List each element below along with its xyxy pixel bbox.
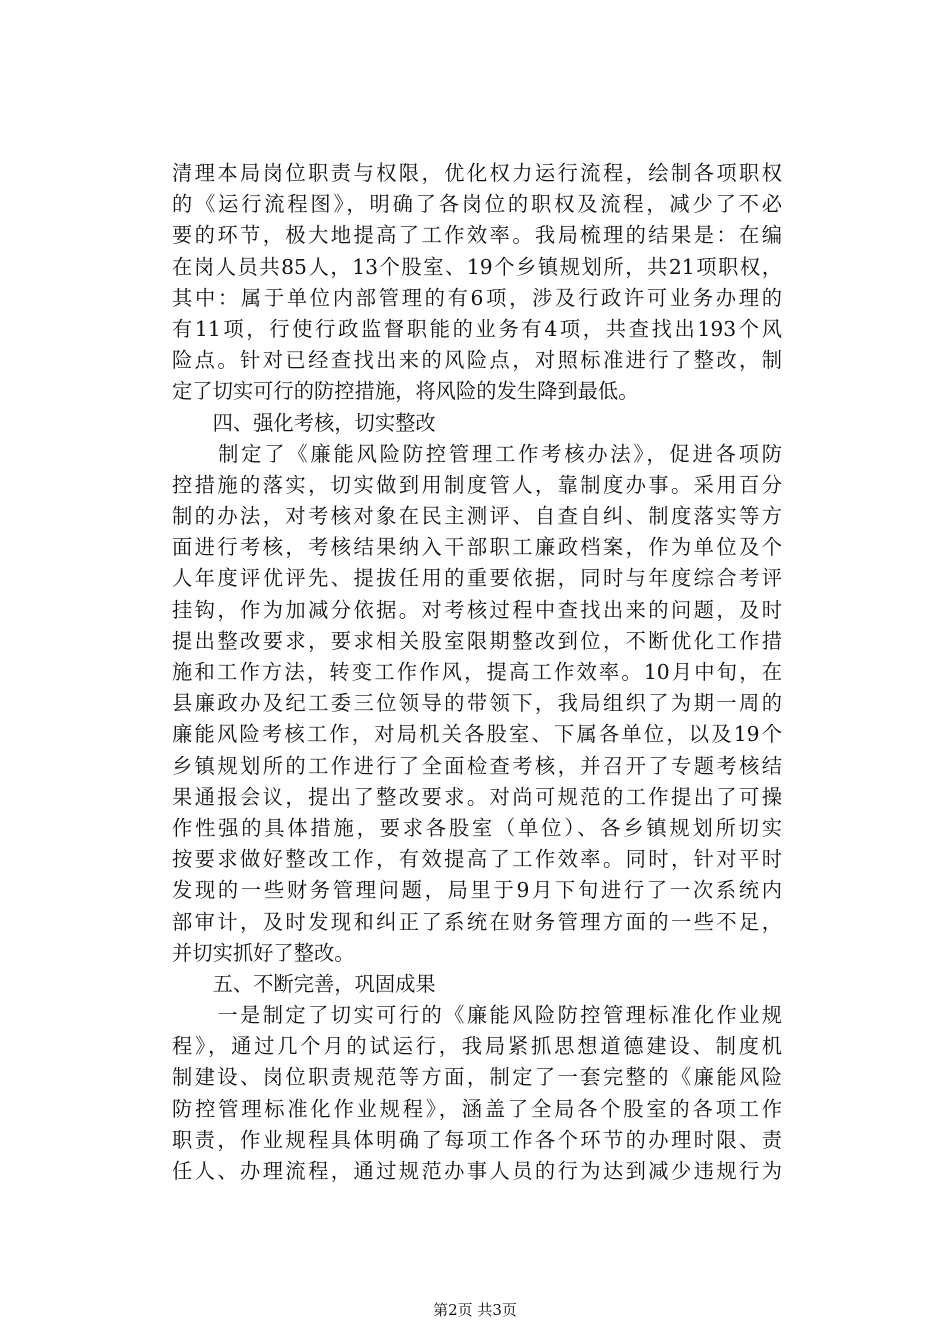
text-line: 制的办法，对考核对象在民主测评、自查自纠、制度落实等方: [172, 504, 782, 529]
text-line: 按要求做好整改工作，有效提高了工作效率。同时，针对平时: [172, 847, 782, 872]
text-line: 在岗人员共85人，13个股室、19个乡镇规划所，共21项职权，: [172, 254, 782, 279]
section-heading: 五、不断完善，巩固成果: [172, 971, 436, 996]
text-line: 其中：属于单位内部管理的有6项，涉及行政许可业务办理的: [172, 285, 782, 310]
text-line: 防控管理标准化作业规程》，涵盖了全局各个股室的各项工作: [172, 1096, 782, 1121]
text-line: 的《运行流程图》，明确了各岗位的职权及流程，减少了不必: [172, 192, 782, 217]
text-line: 廉能风险考核工作，对局机关各股室、下属各单位，以及19个: [172, 722, 782, 747]
text-line: 有11项，行使行政监督职能的业务有4项，共查找出193个风: [172, 316, 782, 341]
page-footer: 第2页 共3页: [433, 1301, 517, 1319]
text-line: 要的环节，极大地提高了工作效率。我局梳理的结果是：在编: [172, 223, 782, 248]
text-line: 清理本局岗位职责与权限，优化权力运行流程，绘制各项职权: [172, 161, 782, 185]
text-line: 挂钩，作为加减分依据。对考核过程中查找出来的问题，及时: [172, 597, 782, 622]
section-heading: 四、强化考核，切实整改: [172, 410, 436, 435]
text-line: 县廉政办及纪工委三位领导的带领下，我局组织了为期一周的: [172, 691, 782, 716]
text-line: 施和工作方法，转变工作作风，提高工作效率。10月中旬，在: [172, 660, 782, 684]
text-line: 面进行考核，考核结果纳入干部职工廉政档案，作为单位及个: [172, 535, 782, 560]
text-line: 险点。针对已经查找出来的风险点，对照标准进行了整改，制: [172, 348, 782, 373]
paragraph-last-line: 并切实抓好了整改。: [172, 940, 355, 965]
text-line: 部审计，及时发现和纠正了系统在财务管理方面的一些不足，: [172, 909, 782, 934]
text-line: 控措施的落实，切实做到用制度管人，靠制度办事。采用百分: [172, 472, 782, 497]
text-line: 职责，作业规程具体明确了每项工作各个环节的办理时限、责: [172, 1127, 782, 1152]
document-body: [172, 158, 782, 1187]
text-line: 作性强的具体措施，要求各股室（单位）、各乡镇规划所切实: [172, 815, 782, 840]
text-line: 制定了《廉能风险防控管理工作考核办法》，促进各项防: [172, 441, 782, 466]
text-line: 提出整改要求，要求相关股室限期整改到位，不断优化工作措: [172, 628, 782, 653]
text-line: 发现的一些财务管理问题，局里于9月下旬进行了一次系统内: [172, 878, 782, 903]
text-line: 程》，通过几个月的试运行，我局紧抓思想道德建设、制度机: [172, 1034, 782, 1059]
text-line: 乡镇规划所的工作进行了全面检查考核，并召开了专题考核结: [172, 753, 782, 778]
text-line: 制建设、岗位职责规范等方面，制定了一套完整的《廉能风险: [172, 1065, 782, 1090]
paragraph-last-line: 定了切实可行的防控措施，将风险的发生降到最低。: [172, 379, 639, 404]
text-line: 一是制定了切实可行的《廉能风险防控管理标准化作业规: [172, 1003, 782, 1028]
text-line: 任人、办理流程，通过规范办事人员的行为达到减少违规行为: [172, 1159, 782, 1183]
text-line: 人年度评优评先、提拔任用的重要依据，同时与年度综合考评: [172, 566, 782, 591]
text-line: 果通报会议，提出了整改要求。对尚可规范的工作提出了可操: [172, 784, 782, 809]
